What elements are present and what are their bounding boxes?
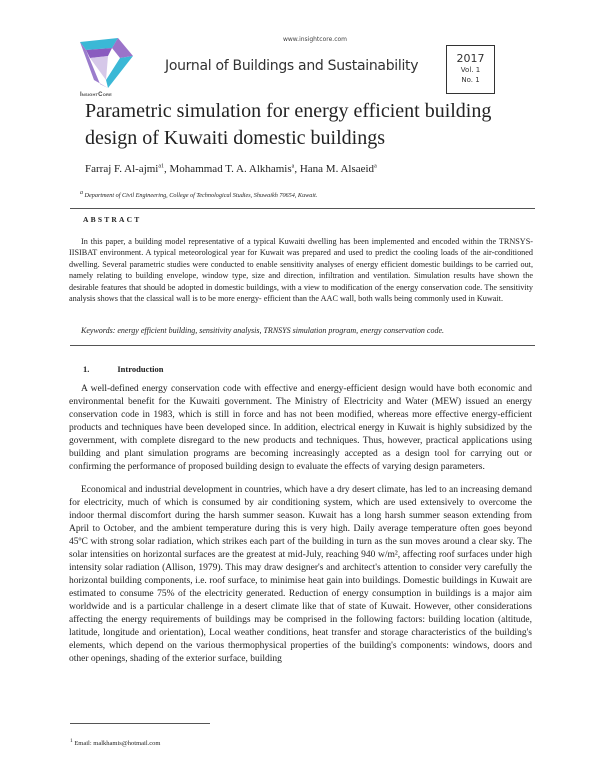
divider <box>70 345 535 346</box>
author-sup: a1 <box>158 163 165 170</box>
abstract-text: In this paper, a building model representative of a typical Kuwaiti dwelling has been implemented and encoded within the TRNSYS-IISIBAT environment. A typical meteorological year for Kuwait was prepared and used to predict the cooling loads of the air-conditioned dwelling. Several parametric studies were conducted to enable sensitivity analyses of energy efficient domestic buildings to be carried out, namely relating to building envelope, window type, size and direction, infiltration and ventilation. Simulation results have shown the desirable features that should be adopted in domestic buildings, with a view to modification of the energy conservation code. The sensitivity analysis shows that the classical wall is to be more energy- efficient than the AAC wall, both walls being commonly used in Kuwait. <box>69 237 533 304</box>
footnote-divider <box>70 723 210 724</box>
section-heading <box>83 364 192 374</box>
journal-name: Journal of Buildings and Sustainability <box>165 58 419 74</box>
footnote <box>70 738 160 747</box>
divider <box>70 208 535 209</box>
footnote-text: Email: malkhamis@hotmail.com <box>74 740 161 748</box>
affiliation <box>80 190 317 199</box>
footnote-mark: 1 <box>70 738 73 744</box>
issue-number: No. 1 <box>461 76 480 84</box>
article-title: Parametric simulation for energy efficient building design of Kuwaiti domestic buildings <box>85 100 492 149</box>
issue-box <box>446 45 495 94</box>
paragraph: A well-defined energy conservation code with effective and energy-efficient design would have both economic and environmental benefit for the Kuwaiti government. The Ministry of Electricity and Water (MEW) issued an energy conservation code in 1983, which is still in force and has not been modified, whereas more effective energy-efficient products and techniques have been developed since. In addition, electrical energy in Kuwait is highly subsidized by the government, with complete disregard to the new products and techniques. Thus, however, practical applications using building and plant simulation programs are becoming increasingly accepted as a design tool for carrying out or confirming the performance of proposed building design to evaluate the effects of varying design parameters. <box>69 384 532 472</box>
issue-year: 2017 <box>456 52 485 65</box>
logo-text: InsightCore <box>80 92 112 98</box>
author-sup: a <box>374 163 377 170</box>
paragraph: Economical and industrial development in countries, which have a dry desert climate, has led to an increasing demand for electricity, much of which is consumed by air conditioning system, which are used extensively to overcome the indoor thermal discomfort during the harsh summer season. Kuwait has a long harsh summer season extending from April to October, and the ambient temperature during this is very high. Daily average temperature often goes beyond 45ºC with strong solar radiation, which strikes each part of the building in turn as the sun moves around a clear sky. The solar intensities on horizontal surfaces are the greatest at mid-July, reaching 940 w/m², affecting roof surfaces under high intensity solar radiation (Allison, 1979). This may draw designer's and architect's attention to consider very carefully the horizontal building components, i.e. roof surface, to minimise heat gain into buildings. Domestic buildings in Kuwait are estimated to consume 75% of the electricity generated. Reduction of energy consumption in buildings is a major aim worldwide and is a particular challenge in a desert climate like that of state of Kuwait. However, other considerations affecting the energy requirements of buildings may be comprised in the following factors: building location (altitude, latitude, longitude and orientation), Local weather conditions, heat transfer and storage characteristics of the building's elements, which depend on the various thermophysical properties of the building's components: windows, doors and other openings, shading of the exterior surface, building <box>69 485 532 664</box>
author-sup: a <box>291 163 295 170</box>
section-title: Introduction <box>117 364 164 374</box>
author: Farraj F. Al-ajmi <box>85 163 159 175</box>
keywords: Keywords: energy efficient building, sensitivity analysis, TRNSYS simulation program, energy conservation code. <box>81 326 444 335</box>
insightcore-logo <box>78 36 138 96</box>
author-list: Farraj F. Al-ajmi$^{a1}$, Mohammad T. A. Alkhamis$^a$, Hana M. Alsaeid$^a$ <box>85 163 377 175</box>
affiliation-text: Department of Civil Engineering, College of Technological Studies, Shuwaikh 70654, Kuwait. <box>84 192 318 200</box>
author: Hana M. Alsaeid <box>299 163 375 175</box>
author: Mohammad T. A. Alkhamis <box>169 163 292 175</box>
abstract-heading: ABSTRACT <box>83 215 142 224</box>
affiliation-sup: a <box>80 190 83 196</box>
journal-url[interactable]: www.insightcore.com <box>282 36 348 43</box>
issue-volume: Vol. 1 <box>460 66 481 74</box>
section-number: 1. <box>83 364 90 374</box>
